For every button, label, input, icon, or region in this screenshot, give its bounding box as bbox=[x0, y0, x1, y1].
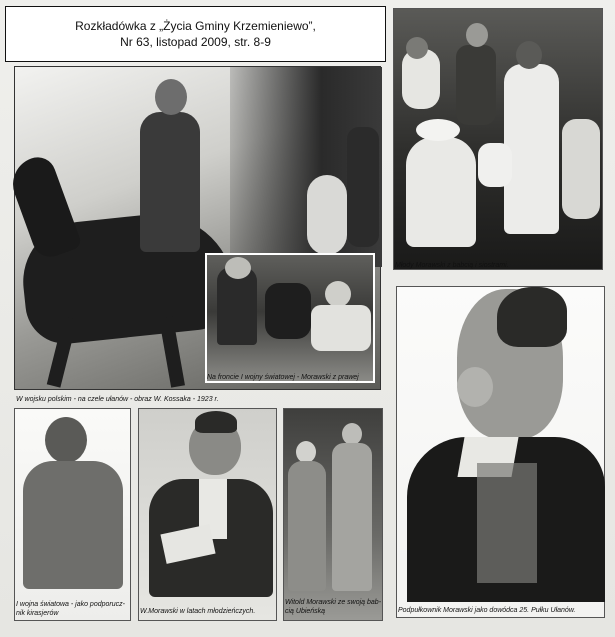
caption-cuirassier-2: nik kirasjerów bbox=[16, 610, 59, 617]
caption-family: Młody Morawski z babcią i siostrami. bbox=[395, 262, 509, 269]
caption-front-wwi: Na froncie I wojny światowej - Morawski z prawej bbox=[207, 374, 359, 381]
caption-grandmother-1: Witold Morawski ze swoją bab- bbox=[285, 599, 382, 606]
caption-cavalry-painting: W wojsku polskim - na czele ułanów - obraz W. Kossaka - 1923 r. bbox=[16, 396, 219, 403]
caption-colonel: Podpułkownik Morawski jako dowódca 25. Pułku Ułanów. bbox=[398, 607, 576, 614]
photo-cuirassier bbox=[14, 408, 131, 621]
photo-colonel-portrait bbox=[396, 286, 605, 618]
photo-youth bbox=[138, 408, 277, 621]
caption-cuirassier-1: I wojna światowa - jako podporucz- bbox=[16, 601, 125, 608]
photo-grandmother bbox=[283, 408, 383, 621]
caption-grandmother-2: cią Ubieńską bbox=[285, 608, 326, 615]
photo-family bbox=[393, 8, 603, 270]
photo-front-wwi bbox=[205, 253, 375, 383]
source-citation-box bbox=[5, 6, 386, 62]
source-line-2: Nr 63, listopad 2009, str. 8-9 bbox=[120, 35, 271, 49]
source-line-1: Rozkładówka z „Życia Gminy Krzemieniewo”, bbox=[75, 19, 316, 33]
caption-youth: W.Morawski w latach młodzieńczych. bbox=[140, 608, 256, 615]
